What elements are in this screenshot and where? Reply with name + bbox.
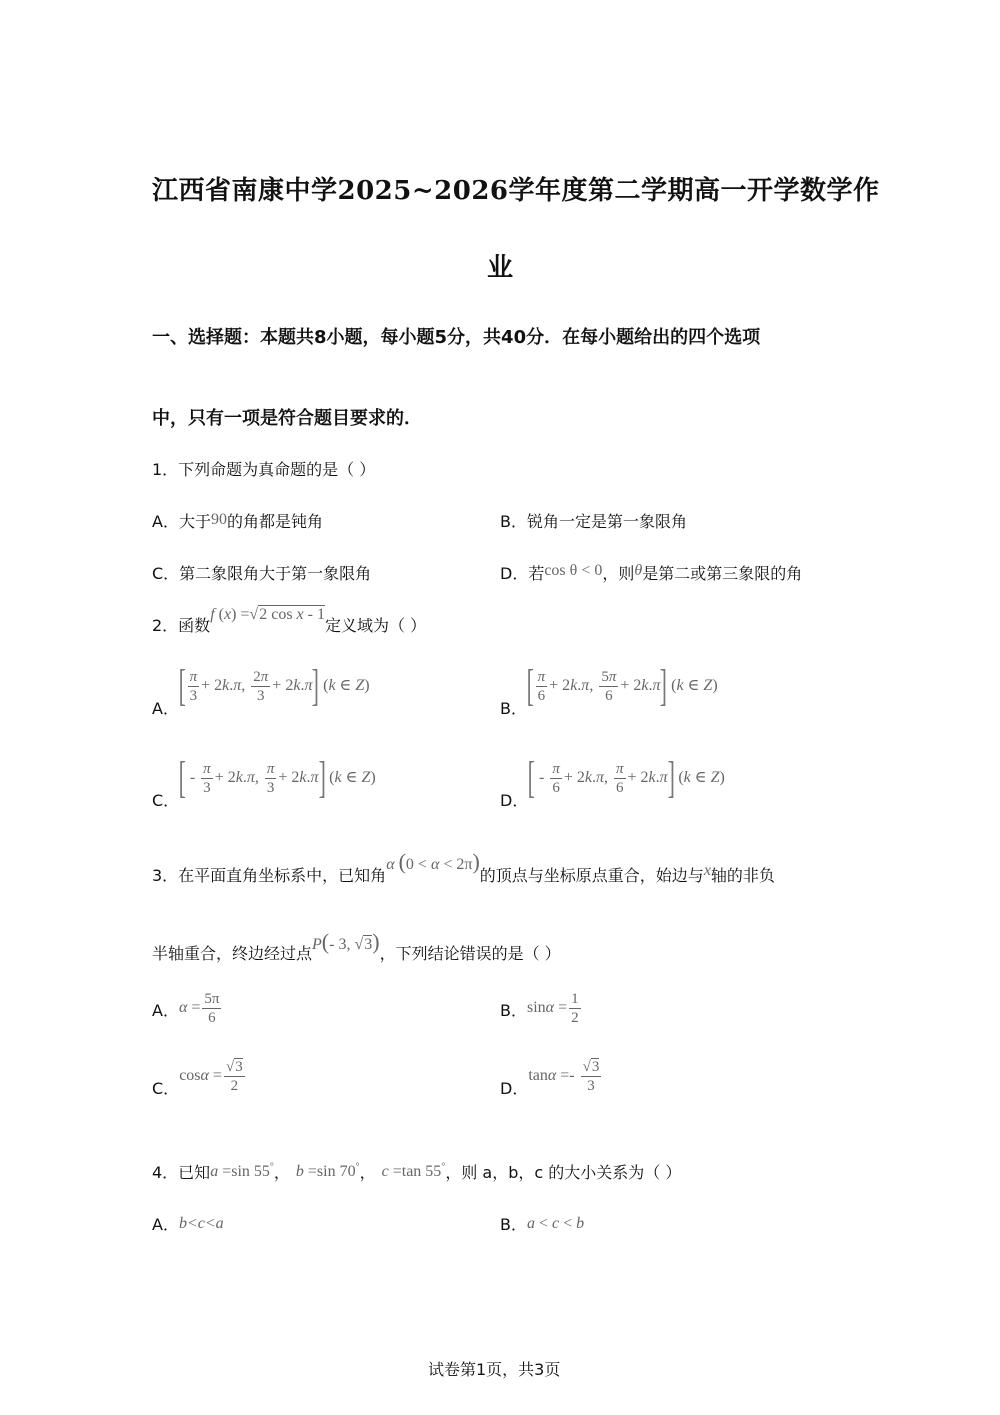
q4-a-math: a =sin 55° <box>210 1161 274 1180</box>
question-1-stem: 1．下列命题为真命题的是（ ） <box>152 460 376 479</box>
q3-option-d-math: tanα =- $\frac{√3}{3}$ <box>528 1059 600 1094</box>
question-3-option-c <box>152 1058 247 1099</box>
question-3-option-b <box>500 990 583 1027</box>
q3-option-d-label: D． <box>500 1079 529 1099</box>
question-3-stem-line1 <box>152 849 775 887</box>
q2-option-a-math: [ $\frac{\pi}{3}$ + 2k.π, $\frac{2\pi}{3}$ + 2k.π] (k ∈ Z) <box>178 661 370 710</box>
q3-stem-x: x <box>703 862 711 879</box>
option-d-suffix: 是第二或第三象限的角 <box>642 564 803 583</box>
question-1-option-d <box>500 561 802 584</box>
q3-option-c-label: C． <box>152 1079 180 1099</box>
q4-option-a-label: A． <box>152 1215 179 1234</box>
q3-option-b-label: B． <box>500 1001 527 1021</box>
q4-option-b-label: B． <box>500 1215 527 1234</box>
section-heading-line2: 中，只有一项是符合题目要求的． <box>152 408 422 429</box>
q2-stem-prefix: 2．函数 <box>152 616 211 635</box>
question-4-option-b <box>500 1212 584 1235</box>
q3-stem-mid: 的顶点与坐标原点重合，始边与 <box>479 866 704 885</box>
q4-sep2: ， <box>359 1163 376 1182</box>
option-d-prefix: D．若 <box>500 564 545 583</box>
q4-stem-prefix: 4．已知 <box>152 1163 211 1182</box>
option-d-theta: θ <box>634 562 643 579</box>
q2-option-a-label: A． <box>152 698 179 718</box>
q3-stem-prefix: 3．在平面直角坐标系中，已知角 <box>152 866 387 885</box>
question-2-option-a <box>152 661 370 718</box>
question-3-stem-line2 <box>152 929 561 965</box>
q2-stem-math: f (x) =√2 cos x - 1 <box>210 606 325 623</box>
document-title-line2: 业 <box>487 253 514 283</box>
q4-b-math: b =sin 70° <box>295 1161 360 1180</box>
q3-line2-suffix: ，下列结论错误的是（ ） <box>379 944 561 963</box>
q2-option-b-label: B． <box>500 698 527 718</box>
question-2-option-d <box>500 753 725 810</box>
q2-option-d-math: [ - $\frac{\pi}{6}$ + 2k.π, $\frac{\pi}{6}$ + 2k.π] (k ∈ Z) <box>527 753 725 802</box>
q3-option-c-math: cosα = $\frac{√3}{2}$ <box>179 1059 243 1094</box>
question-2-stem <box>152 606 427 636</box>
q4-option-a-math: b<c<a <box>178 1215 224 1232</box>
q2-option-d-label: D． <box>500 790 529 810</box>
question-3-option-d <box>500 1058 603 1099</box>
q2-option-b-math: [ $\frac{\pi}{6}$ + 2k.π, $\frac{5\pi}{6}$ + 2k.π] (k ∈ Z) <box>526 661 718 710</box>
option-a-prefix: A．大于 <box>152 512 211 531</box>
option-d-math: cos θ < 0 <box>544 562 603 579</box>
q3-line2-prefix: 半轴重合，终边经过点 <box>152 944 313 963</box>
q3-stem-math: α (0 < α < 2π) <box>386 849 480 874</box>
question-4-stem <box>152 1160 681 1183</box>
q2-option-c-math: [ - $\frac{\pi}{3}$ + 2k.π, $\frac{\pi}{3}$ + 2k.π] (k ∈ Z) <box>178 753 376 802</box>
q4-c-math: c =tan 55° <box>381 1161 446 1180</box>
q4-sep1: ， <box>273 1163 290 1182</box>
question-1-option-b: B．锐角一定是第一象限角 <box>500 512 687 531</box>
page-footer: 试卷第1页，共3页 <box>428 1360 561 1379</box>
option-a-math: 90 <box>210 511 227 528</box>
question-2-option-c <box>152 753 376 810</box>
q3-line2-math: P(- 3, √3) <box>312 929 380 954</box>
question-1-option-a <box>152 509 323 532</box>
q3-option-a-math: α = $\frac{5\pi}{6}$ <box>178 991 220 1026</box>
option-a-suffix: 的角都是钝角 <box>226 512 323 531</box>
section-heading-line1: 一、选择题：本题共8小题，每小题5分，共40分．在每小题给出的四个选项 <box>152 327 761 348</box>
question-3-option-a <box>152 990 223 1027</box>
q4-option-b-math: a < c < b <box>526 1215 585 1232</box>
q3-stem-suffix: 轴的非负 <box>710 866 775 885</box>
question-4-option-a <box>152 1212 224 1235</box>
question-2-option-b <box>500 661 718 718</box>
q4-stem-suffix: ，则 a，b，c 的大小关系为（ ） <box>445 1163 682 1182</box>
option-d-mid: ，则 <box>602 564 635 583</box>
q2-stem-suffix: 定义域为（ ） <box>324 616 427 635</box>
question-1-option-c: C．第二象限角大于第一象限角 <box>152 564 372 583</box>
q2-option-c-label: C． <box>152 790 180 810</box>
q3-option-b-math: sinα = $\frac{1}{2}$ <box>526 991 579 1026</box>
document-title-line1: 江西省南康中学2025~2026学年度第二学期高一开学数学作 <box>152 176 880 206</box>
q3-option-a-label: A． <box>152 1001 179 1021</box>
